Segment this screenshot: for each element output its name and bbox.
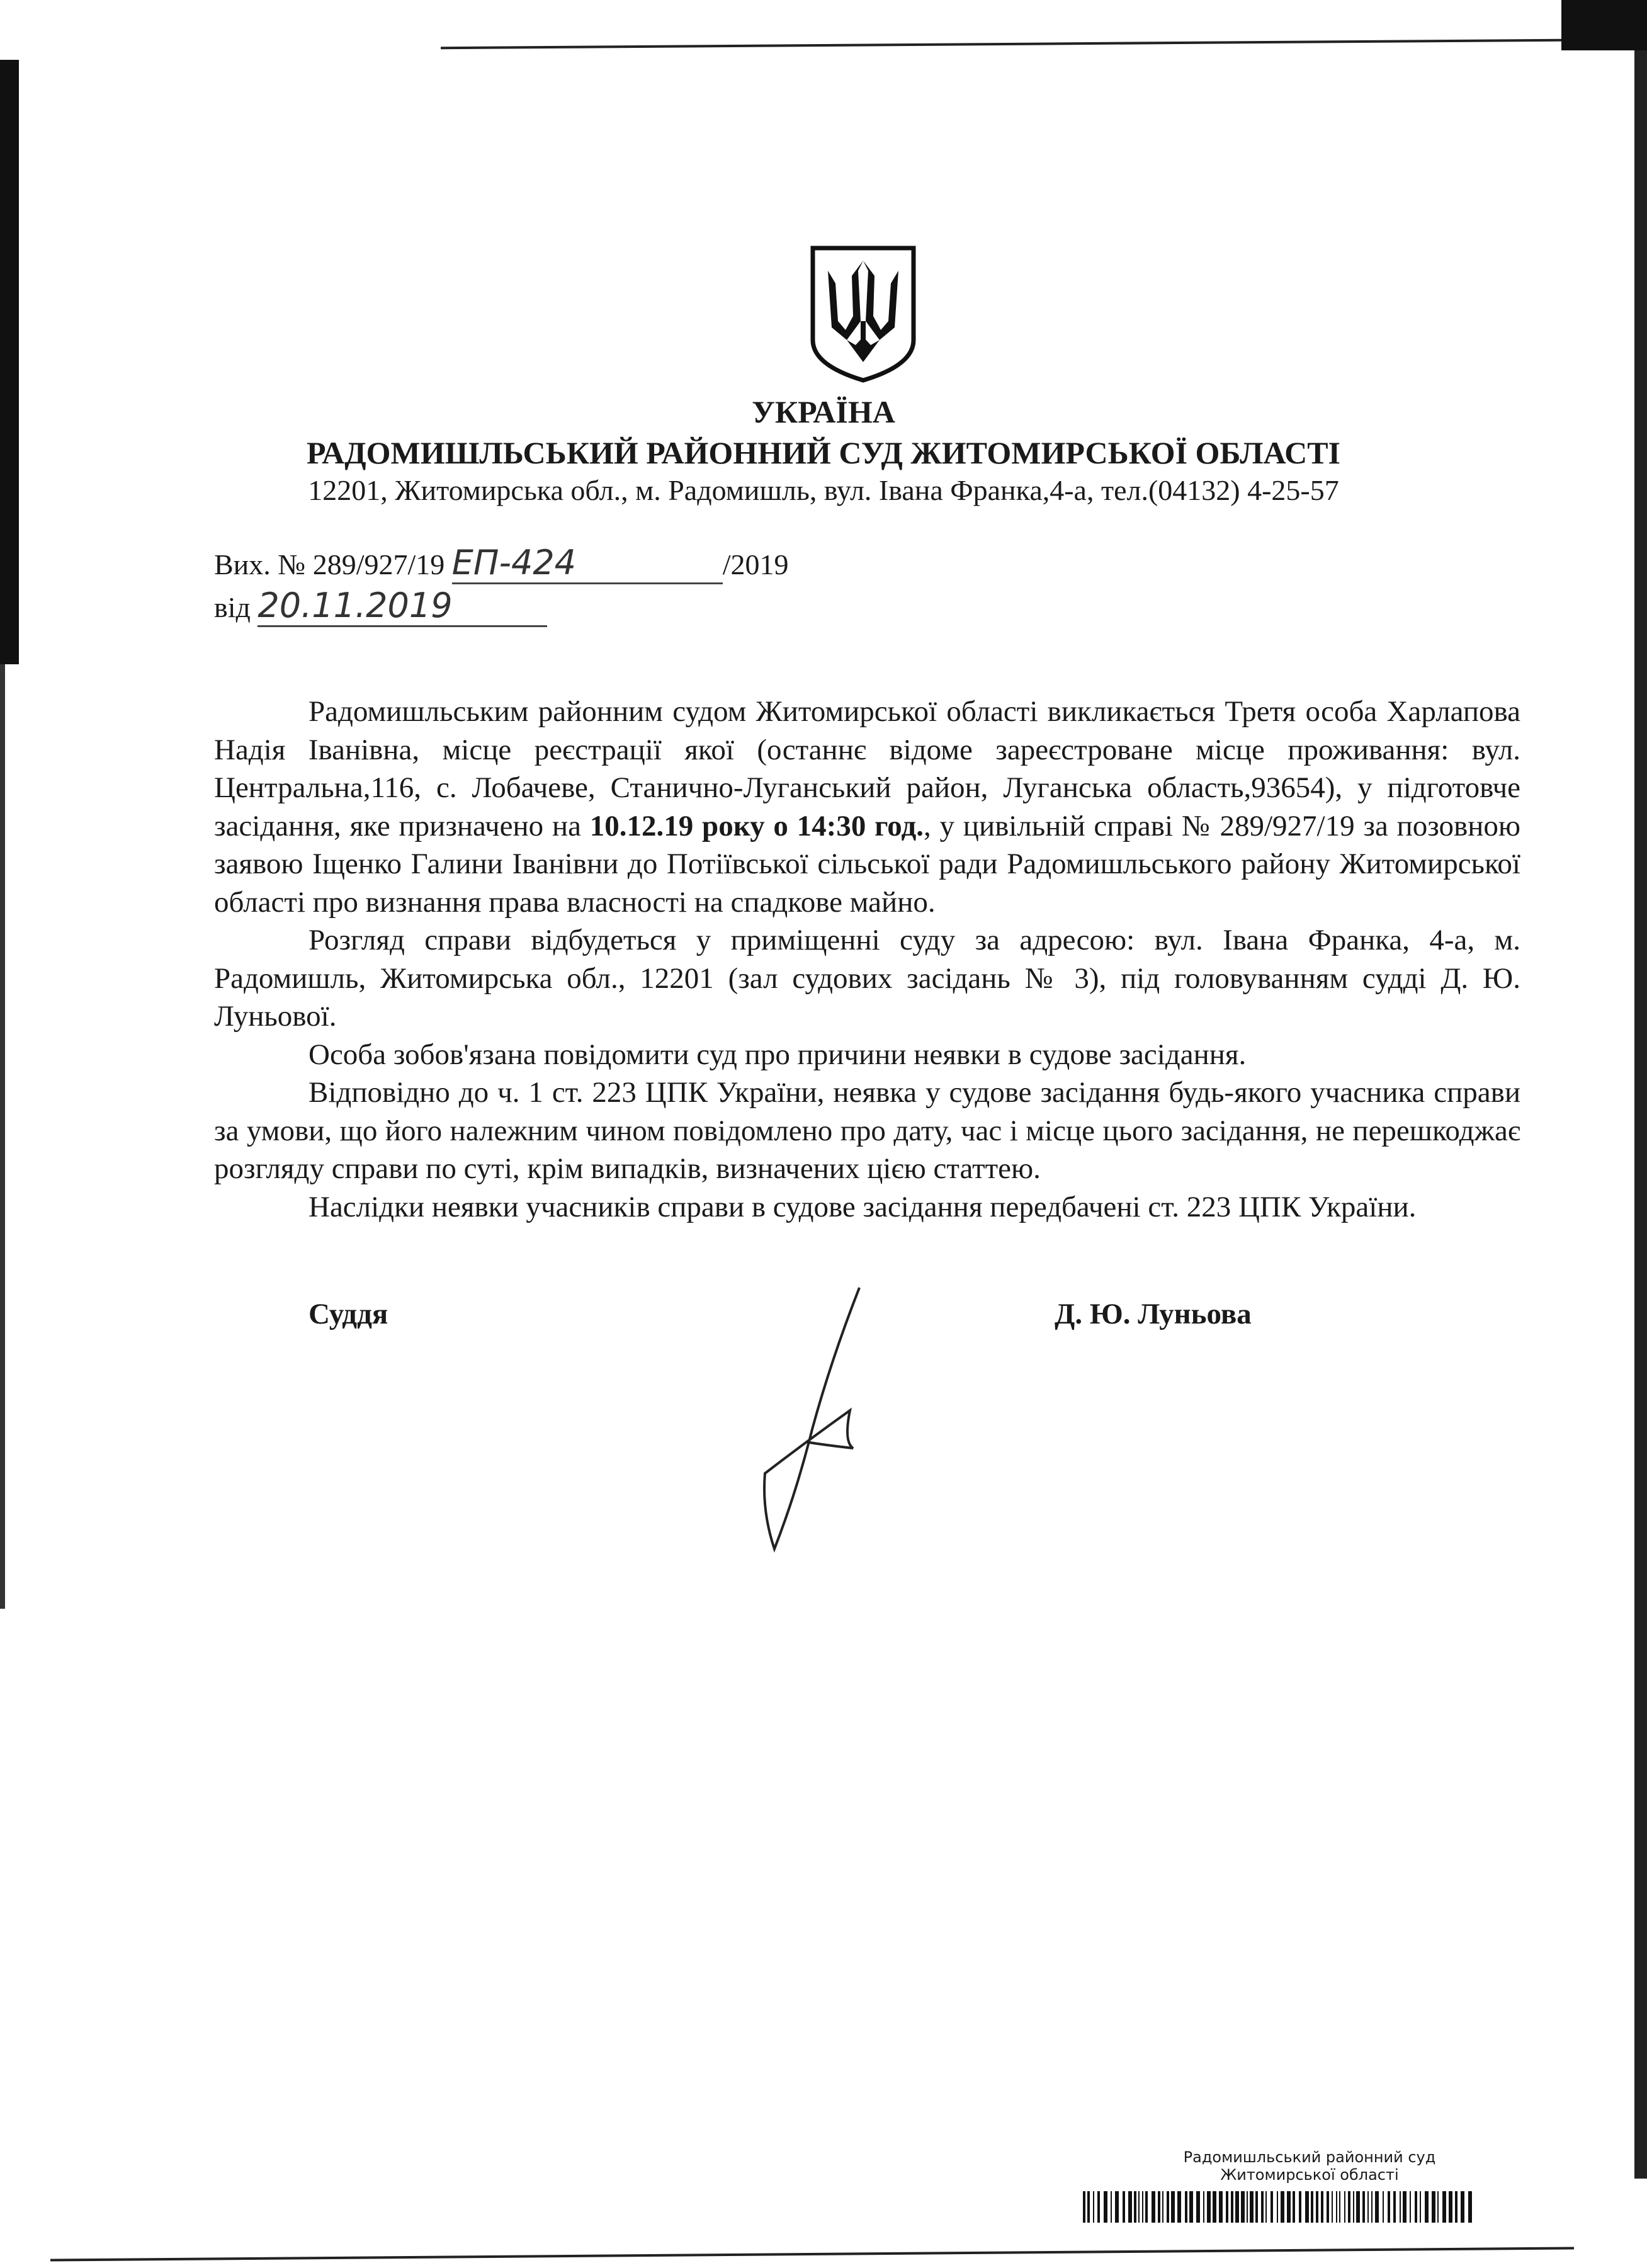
barcode-bar <box>1420 2191 1421 2223</box>
barcode-bar <box>1162 2191 1163 2223</box>
barcode <box>1083 2191 1473 2223</box>
barcode-bar <box>1393 2191 1396 2223</box>
barcode-bar <box>1167 2191 1169 2223</box>
handwritten-signature <box>737 1284 875 1555</box>
barcode-bar <box>1231 2191 1233 2223</box>
barcode-bar <box>1461 2191 1464 2223</box>
barcode-bar <box>1299 2191 1301 2223</box>
barcode-bar <box>1353 2191 1354 2223</box>
paragraph-consequences: Наслідки неявки учасників справи в судове засідання передбачені ст. 223 ЦПК України. <box>308 1190 1417 1223</box>
signer-title: Суддя <box>308 1298 388 1330</box>
barcode-bar <box>1344 2191 1345 2223</box>
barcode-bar <box>1265 2191 1267 2223</box>
barcode-bar <box>1321 2191 1323 2223</box>
barcode-bar <box>1293 2191 1295 2223</box>
barcode-bar <box>1083 2191 1085 2223</box>
date-label: від <box>214 591 251 623</box>
barcode-bar <box>1247 2191 1248 2223</box>
scan-edge-right <box>1634 50 1647 2179</box>
scan-edge-left <box>0 60 19 664</box>
barcode-bar <box>1332 2191 1333 2223</box>
barcode-bar <box>1311 2191 1313 2223</box>
barcode-bar <box>1152 2191 1155 2223</box>
barcode-bar <box>1235 2191 1239 2223</box>
paragraph-obligation: Особа зобов'язана повідомити суд про причини неявки в судове засідання. <box>308 1038 1247 1071</box>
barcode-bar <box>1455 2191 1457 2223</box>
summons-text-cont: , у цивільній справі № 289/927/19 за позовною заявою Іщенко Галини Іванівни до Потіївської сільської ради Радомишльського району Житомирської області про визнання права власності на спадкове майно. <box>214 809 1520 919</box>
stamp-line-2: Житомирської області <box>1220 2166 1399 2184</box>
barcode-bar <box>1177 2191 1181 2223</box>
scan-corner <box>1561 0 1647 50</box>
barcode-bar <box>1115 2191 1119 2223</box>
paragraph-law: Відповідно до ч. 1 ст. 223 ЦПК України, неявка у судове засідання будь-якого учасника справи за умови, що його належним чином повідомлено про дату, час і місце цього засідання, не перешкоджає розгляду справи по суті, крім випадків, визначених цією статтею. <box>214 1076 1520 1185</box>
outgoing-number-handwritten: ЕП-424 <box>452 543 723 584</box>
barcode-bar <box>1468 2191 1472 2223</box>
barcode-bar <box>1432 2191 1435 2223</box>
court-name-heading: РАДОМИШЛЬСЬКИЙ РАЙОННИЙ СУД ЖИТОМИРСЬКОЇ ОБЛАСТІ <box>306 435 1341 470</box>
barcode-bar <box>1442 2191 1446 2223</box>
barcode-bar <box>1123 2191 1125 2223</box>
scan-edge-bottom <box>50 2247 1574 2261</box>
barcode-bar <box>1371 2191 1372 2223</box>
barcode-bar <box>1388 2191 1390 2223</box>
barcode-bar <box>1336 2191 1337 2223</box>
outgoing-date <box>214 586 547 627</box>
outgoing-year: /2019 <box>722 548 789 581</box>
barcode-bar <box>1255 2191 1258 2223</box>
barcode-bar <box>1097 2191 1100 2223</box>
barcode-bar <box>1277 2191 1278 2223</box>
barcode-bar <box>1383 2191 1384 2223</box>
barcode-bar <box>1287 2191 1291 2223</box>
barcode-bar <box>1410 2191 1411 2223</box>
signer-name: Д. Ю. Луньова <box>1055 1298 1252 1330</box>
barcode-bar <box>1375 2191 1379 2223</box>
hearing-datetime: 10.12.19 року о 14:30 год. <box>589 809 924 842</box>
date-handwritten: 20.11.2019 <box>258 586 547 627</box>
barcode-bar <box>1241 2191 1245 2223</box>
barcode-bar <box>1207 2191 1211 2223</box>
barcode-bar <box>1281 2191 1284 2223</box>
barcode-bar <box>1327 2191 1329 2223</box>
barcode-bar <box>1196 2191 1200 2223</box>
country-heading: УКРАЇНА <box>752 394 895 429</box>
barcode-bar <box>1213 2191 1216 2223</box>
barcode-bar <box>1138 2191 1140 2223</box>
summons-text: Радомишльським районним судом Житомирської області викликається Третя особа Харлапова Надія Іванівна, місце реєстрації якої (останнє відоме зареєстроване місце проживання: вул. Центральна,116, с. Лобачеве, Станично-Луганський район, Луганська область,93654), у підготовче засідання, яке призначено на <box>214 695 1520 842</box>
letter-body <box>214 693 1520 1226</box>
barcode-bar <box>1226 2191 1228 2223</box>
barcode-bar <box>1425 2191 1429 2223</box>
barcode-bar <box>1356 2191 1360 2223</box>
paragraph-venue: Розгляд справи відбудеться у приміщенні суду за адресою: вул. Івана Франка, 4-а, м. Радомишль, Житомирська обл., 12201 (зал судових засідань № 3), під головуванням судді Д. Ю. Луньової. <box>214 924 1520 1033</box>
barcode-bar <box>1145 2191 1148 2223</box>
outgoing-number-label: Вих. № 289/927/19 <box>214 548 445 581</box>
coat-of-arms-icon <box>809 246 917 383</box>
barcode-bar <box>1415 2191 1417 2223</box>
barcode-bar <box>1367 2191 1369 2223</box>
barcode-bar <box>1400 2191 1401 2223</box>
barcode-bar <box>1128 2191 1132 2223</box>
barcode-bar <box>1261 2191 1264 2223</box>
paragraph-summons <box>214 693 1520 921</box>
barcode-bar <box>1093 2191 1094 2223</box>
barcode-bar <box>1134 2191 1136 2223</box>
barcode-bar <box>1437 2191 1439 2223</box>
barcode-bar <box>1087 2191 1090 2223</box>
court-address: 12201, Житомирська обл., м. Радомишль, вул. Івана Франка,4-а, тел.(04132) 4-25-57 <box>308 474 1339 506</box>
barcode-bar <box>1449 2191 1452 2223</box>
barcode-bar <box>1403 2191 1406 2223</box>
barcode-bar <box>1250 2191 1254 2223</box>
barcode-bar <box>1171 2191 1175 2223</box>
barcode-bar <box>1316 2191 1318 2223</box>
barcode-bar <box>1219 2191 1223 2223</box>
barcode-bar <box>1158 2191 1160 2223</box>
barcode-bar <box>1271 2191 1273 2223</box>
stamp-line-1: Радомишльський районний суд <box>1183 2148 1436 2166</box>
barcode-bar <box>1339 2191 1340 2223</box>
scan-edge-left-thin <box>0 664 5 1609</box>
barcode-bar <box>1305 2191 1309 2223</box>
outgoing-number <box>214 543 789 584</box>
court-stamp <box>1083 2148 1536 2184</box>
barcode-bar <box>1189 2191 1193 2223</box>
barcode-bar <box>1348 2191 1350 2223</box>
barcode-bar <box>1185 2191 1187 2223</box>
barcode-bar <box>1203 2191 1204 2223</box>
barcode-bar <box>1362 2191 1365 2223</box>
barcode-bar <box>1142 2191 1143 2223</box>
scan-edge-top <box>441 39 1561 49</box>
barcode-bar <box>1111 2191 1112 2223</box>
barcode-bar <box>1104 2191 1107 2223</box>
